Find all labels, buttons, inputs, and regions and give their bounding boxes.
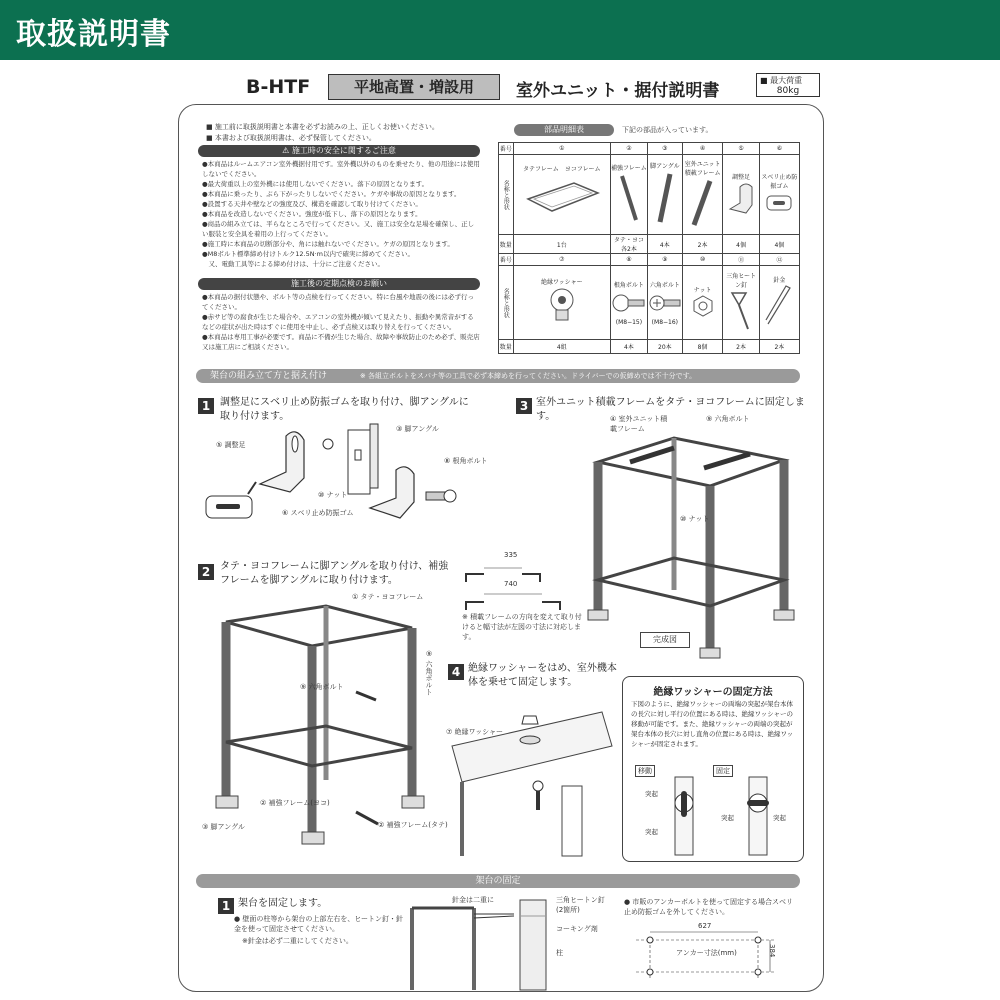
part-cell [647,155,682,235]
anchor-height: 384 [768,944,776,958]
step-3-text: 室外ユニット積載フレームをタテ・ヨコフレームに固定します。 [536,397,805,422]
maintenance-item: ●本商品の据付状態や、ボルト等の点検を行ってください。特に台風や地震の後には必ず行ってください。 [202,293,475,311]
part-qty: 4個 [759,235,799,254]
step-2-diagram [206,600,436,850]
anchor-width: 627 [698,922,712,930]
label-brace-tate: ② 補強フレーム(タテ) [378,821,448,829]
top-banner [0,0,1000,60]
label-leg-angle: ③ 脚アングル [396,425,439,433]
label-nut: ⑩ ナット [318,491,348,499]
row-number-header: 番号 [499,254,514,266]
fixing-step-1-text: 架台を固定します。 [238,898,328,909]
safety-item: ●本商品を改造しないでください。強度が低下し、落下の原因となります。 [202,210,422,218]
label-hex-bolt: ⑨ 六角ボルト [300,683,344,691]
maintenance-item: ●赤サビ等の腐食が生じた場合や、エアコンの室外機が傾いて見えたり、振動や異常音がするなどの症状が出た時はすぐに使用を中止し、必ず点検又は取り替えを行ってください。 [202,313,474,331]
part-name: 絶縁ワッシャー [540,279,583,286]
eye-screw-icon [726,289,756,333]
part-number: ⑧ [611,254,648,266]
assembly-note: ※ 各組立ボルトをスパナ等の工具で必ず本締めを行ってください。ドライバーでの仮締めでは不十分です。 [359,372,697,380]
part-number: ③ [647,143,682,155]
move-label: 移動 [635,765,655,777]
dimension-note: ※ 積載フレームの方向を変えて取り付けると幅寸法が左図の寸法に対応します。 [462,613,582,641]
hex-bolt-icon [648,289,682,317]
part-number: ⑪ [723,254,759,266]
part-qty: 8個 [682,340,722,354]
safety-title: ⚠ 施工時の安全に関するご注意 [198,145,480,157]
part-name: 補強フレーム [611,165,647,172]
safety-item: ●本商品はルームエアコン室外機据付用です。室外機以外のものを乗せたり、他の用途には使用しないでください。 [202,160,480,178]
step-1-number: 1 [198,398,214,414]
safety-item: 又、電動工具等による締め付けは、十分にご注意ください。 [202,260,384,268]
maintenance-title: 施工後の定期点検のお願い [198,278,480,290]
label-unit-frame: ④ 室外ユニット積載フレーム [610,415,668,433]
part-name: タテフレーム ヨコフレーム [523,166,601,173]
label-nut-3: ⑩ ナット [680,515,710,523]
part-number: ④ [682,143,722,155]
part-qty: 2本 [682,235,722,254]
part-name: 室外ユニット積載フレーム [684,160,721,177]
part-number: ⑦ [513,254,610,266]
part-qty: タテ・ヨコ各2本 [611,235,648,254]
maintenance-item: ●本商品は専用工事が必要です。商品に不備が生じた場合、故障や事故防止のため必ず、販売店又は施工店にご相談ください。 [202,333,480,351]
parts-note: 下記の部品が入っています。 [622,126,713,134]
part-name: 六角ボルト [649,281,680,289]
part-number: ⑨ [647,254,682,266]
intro-block [206,122,496,144]
part-cell [759,155,799,235]
safety-item: ●商品の組み立ては、平らなところで行ってください。又、施工は安全な足場を確保し、正しい服装と安全具を着用の上行ってください。 [202,220,475,238]
part-name: 根角ボルト [613,281,644,289]
label-frame-tate-yoko: ① タテ・ヨコフレーム [352,593,424,601]
part-qty: 4個 [723,235,759,254]
unit-frame-icon [686,177,720,229]
part-qty: 4本 [611,340,648,354]
intro-line: ■ 本書および取扱説明書は、必ず保管してください。 [206,134,376,142]
wire-label: 針金は二重に [452,896,494,904]
fixing-step-1-number: 1 [218,898,234,914]
frame-icon [522,173,602,223]
pillar-label: 柱 [556,949,563,957]
step-2-text: タテ・ヨコフレームに脚アングルを取り付け、補強フレームを脚アングルに取り付けます。 [220,561,449,586]
row-qty-header: 数量 [499,235,514,254]
part-number: ⑥ [759,143,799,155]
part-cell [513,266,610,340]
bump-label: 突起 [773,814,786,822]
nut-icon [691,294,715,318]
part-cell [611,266,648,340]
document-title: 室外ユニット・据付説明書 [516,81,720,101]
adjust-foot-icon [726,181,756,215]
brace-icon [614,172,644,224]
max-load-value: 80kg [776,86,800,96]
assembly-title: 架台の組み立て方と据え付け [210,371,328,381]
dimension-740: 740 [504,580,518,588]
caulk-label: コーキング剤 [556,925,598,933]
label-brace-yoko: ② 補強フレーム(ヨコ) [260,799,330,807]
row-name-header: 名称と形状 [499,266,514,340]
fixed-label: 固定 [713,765,733,777]
safety-item: ●施工時に本商品の切断部分や、角には触れないでください。ケガの原因となります。 [202,240,454,248]
label-square-bolt: ⑧ 根角ボルト [444,457,488,465]
intro-line: ■ 施工前に取扱説明書と本書を必ずお読みの上、正しくお使いください。 [206,123,439,131]
label-hex-bolt-vertical: ⑨ 六角ボルト [425,650,433,696]
complete-label: 完成図 [640,632,690,648]
safety-item: ●最大荷重以上の室外機には使用しないでください。落下の原因となります。 [202,180,429,188]
anchor-note: ● 市販のアンカーボルトを使って固定する場合スベリ止め防振ゴムを外してください。 [624,898,794,916]
parts-title: 部品明細表 [514,124,614,136]
part-name: ナット [693,287,712,294]
step-3-diagram [594,420,804,660]
part-number: ⑤ [723,143,759,155]
step-1-text: 調整足にスベリ止め防振ゴムを取り付け、脚アングルに取り付けます。 [220,397,469,422]
part-number: ⑩ [682,254,722,266]
row-number-header: 番号 [499,143,514,155]
part-number: ① [513,143,610,155]
row-name-header: 名称と形状 [499,155,514,235]
label-washer: ⑦ 絶縁ワッシャー [446,728,504,736]
part-qty: 4本 [647,235,682,254]
anchor-label: アンカー寸法(mm) [676,949,737,957]
fixing-band: 架台の固定 [196,874,800,888]
square-bolt-icon [612,289,646,317]
wire-icon [764,284,794,328]
washer-panel-title: 絶縁ワッシャーの固定方法 [653,687,773,698]
row-qty-header: 数量 [499,340,514,354]
step-4-number: 4 [448,664,464,680]
safety-item: ●設置する天井や壁などの強度及び、構造を確認して取り付けてください。 [202,200,422,208]
dimension-sketch [462,560,572,620]
bump-label: 突起 [645,828,658,836]
part-cell [723,266,759,340]
part-cell [682,266,722,340]
dimension-335: 335 [504,551,518,559]
step-4-text: 絶縁ワッシャーをはめ、室外機本体を乗せて固定します。 [468,663,617,688]
rubber-pad-icon [764,190,794,216]
parts-table [498,142,800,354]
part-spec: (M8−16) [651,318,679,326]
safety-item: ●M8ボルト標準締め付けトルク12.5N·m以内で確実に締めてください。 [202,250,415,258]
part-cell [611,155,648,235]
banner-title: 取扱説明書 [16,17,171,52]
fixing-note: ※針金は必ず二重にしてください。 [242,937,353,945]
label-hex-bolt-3: ⑨ 六角ボルト [706,415,750,423]
leg-angle-icon [650,170,680,226]
part-cell [723,155,759,235]
part-name: スベリ止め防振ゴム [761,173,798,190]
part-qty: 2本 [759,340,799,354]
part-qty: 2本 [723,340,759,354]
part-name: 脚アングル [650,163,680,170]
part-qty: 1台 [513,235,610,254]
step-3-number: 3 [516,398,532,414]
washer-panel-text: 下図のように、絶縁ワッシャーの両端の突起が架台本体の長穴に対し平行の位置にある時は、絶縁ワッシャーの移動が可能です。また、絶縁ワッシャーの両端の突起が架台本体の長穴に対し直角の位置にある時は、絶縁ワッシャーが固定されます。 [631,700,794,748]
bump-label: 突起 [645,790,658,798]
part-cell [647,266,682,340]
washer-icon [542,286,582,326]
max-load-box [756,73,820,97]
part-spec: (M8−15) [615,318,643,326]
label-leg-angle-2: ③ 脚アングル [202,823,245,831]
part-cell [759,266,799,340]
fixing-bullet: ● 壁面の柱等から架台の上部左右を、ヒートン釘・針金を使って固定させてください。 [234,915,404,933]
bump-label: 突起 [721,814,734,822]
part-name: 調整足 [732,174,751,181]
washer-panel [622,676,804,862]
maintenance-list [202,292,480,352]
part-cell [682,155,722,235]
heaton-label: 三角ヒートン釘(2箇所) [556,896,605,914]
category-label: 平地高置・増設用 [328,74,500,100]
label-rubber: ⑥ スベリ止め防振ゴム [282,509,354,517]
max-load-label: ■ 最大荷重 [760,76,803,85]
part-name: 針金 [773,277,786,284]
part-number: ② [611,143,648,155]
model-number: B-HTF [246,76,311,98]
part-number: ⑫ [759,254,799,266]
assembly-band [196,369,800,383]
label-adjust-foot: ⑤ 調整足 [216,441,246,449]
part-name: 三角ヒートン釘 [726,272,756,289]
step-2-number: 2 [198,564,214,580]
safety-list [202,159,480,269]
safety-item: ●本商品に乗ったり、ぶら下がったりしないでください。ケガや事故の原因となります。 [202,190,461,198]
part-qty: 20本 [647,340,682,354]
part-qty: 4組 [513,340,610,354]
part-cell [513,155,610,235]
